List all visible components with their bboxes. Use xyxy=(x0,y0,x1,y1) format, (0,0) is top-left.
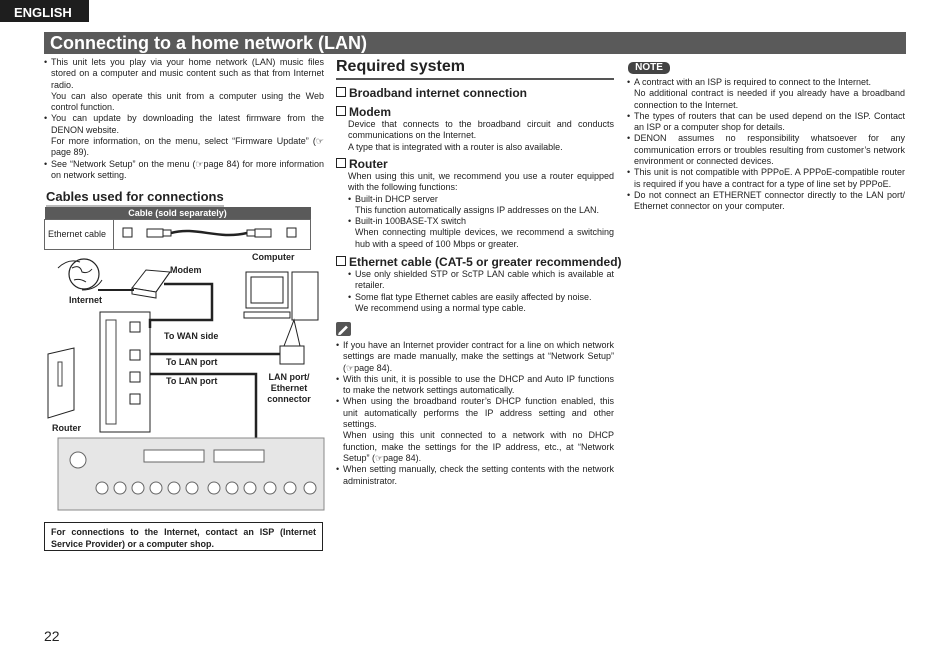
page-number: 22 xyxy=(44,628,60,644)
checkbox-icon xyxy=(336,87,346,97)
label-lan-port: LAN port/ Ethernet connector xyxy=(267,372,311,404)
modem-heading xyxy=(336,105,391,119)
modem-desc: Device that connects to the broadband circuit and conducts communications on the Internet. xyxy=(348,119,614,141)
ethernet-title: Ethernet cable (CAT-5 or greater recommended) xyxy=(349,255,622,269)
list-item xyxy=(627,167,905,190)
intro-text-3: See “Network Setup” on the menu (☞page 84) for more information on network setting. xyxy=(51,158,324,180)
memo-item-1: If you have an Internet provider contract for a line on which network settings are made manually, make the settings at “Network Setup” (☞page 84). xyxy=(343,340,614,373)
intro-text-2: You can update by downloading the latest firmware from the DENON website. xyxy=(51,113,324,135)
label-to-lan-1: To LAN port xyxy=(166,357,218,367)
intro-extra-2: For more information, on the menu, select “Firmware Update” (☞page 89). xyxy=(51,136,324,158)
modem-desc-2: A type that is integrated with a router is also available. xyxy=(348,141,563,152)
intro-extra-1: You can also operate this unit from a computer using the Web control function. xyxy=(51,90,324,113)
cables-table-header: Cable (sold separately) xyxy=(45,207,311,220)
label-router: Router xyxy=(52,423,81,433)
receiver-rear-panel xyxy=(58,438,324,510)
memo-item-4: When setting manually, check the setting contents with the network administrator. xyxy=(343,464,614,486)
required-system-heading: Required system xyxy=(336,58,614,80)
label-to-lan-2: To LAN port xyxy=(166,376,218,386)
ethernet-cable-icon xyxy=(117,222,307,244)
computer-icon xyxy=(244,272,318,320)
router-text xyxy=(348,171,614,250)
broadband-title: Broadband internet connection xyxy=(349,86,528,100)
cables-table xyxy=(44,207,311,250)
note-item-1-extra: No additional contract is needed if you already have a broadband connection to the Internet. xyxy=(634,88,905,110)
list-item xyxy=(627,111,905,134)
ethernet-text xyxy=(348,269,614,314)
note-item-3: DENON assumes no responsibility whatsoever for any communication errors or troubles resulting from customer’s network environment or connected devices. xyxy=(634,133,905,167)
memo-item-2: With this unit, it is possible to use the DHCP and Auto IP functions to make the network settings automatically. xyxy=(343,373,614,396)
router-item-2-extra: When connecting multiple devices, we recommend a switching hub with a speed of 100 Mbps or greater. xyxy=(355,227,614,249)
memo-pencil-icon xyxy=(336,322,351,336)
modem-title: Modem xyxy=(349,105,391,119)
router-title: Router xyxy=(349,157,388,171)
note-list xyxy=(627,77,905,213)
list-item xyxy=(44,113,324,158)
router-desc: When using this unit, we recommend you use a router equipped with the following functions: xyxy=(348,171,614,193)
list-item xyxy=(627,190,905,213)
list-item xyxy=(627,133,905,167)
cable-row-label: Ethernet cable xyxy=(45,220,114,250)
checkbox-icon xyxy=(336,158,346,168)
router-item-2: Built-in 100BASE-TX switch xyxy=(355,216,467,227)
router-item-1: Built-in DHCP server xyxy=(355,193,438,204)
modem-text xyxy=(348,119,614,153)
memo-list xyxy=(336,340,614,487)
list-item xyxy=(336,340,614,374)
isp-note: For connections to the Internet, contact an ISP (Internet Service Provider) or a computer shop. xyxy=(44,522,323,551)
cable-illustration xyxy=(114,220,311,250)
internet-globe-icon xyxy=(58,259,102,290)
note-item-5: Do not connect an ETHERNET connector directly to the LAN port/ Ethernet connector on your computer. xyxy=(634,189,905,212)
list-item xyxy=(336,464,614,487)
section-title: Connecting to a home network (LAN) xyxy=(44,32,906,54)
note-item-2: The types of routers that can be used depend on the ISP. Contact an ISP or a computer shop for details. xyxy=(634,110,905,133)
note-item-4: This unit is not compatible with PPPoE. A PPPoE-compatible router is required if you have a contract for a type of line set by PPPoE. xyxy=(634,167,905,189)
list-item xyxy=(348,194,614,217)
list-item xyxy=(44,159,324,182)
list-item xyxy=(627,77,905,111)
label-to-wan: To WAN side xyxy=(164,331,219,341)
router-icon xyxy=(100,312,150,432)
memo-item-3-extra: When using this unit connected to a network with no DHCP function, make the settings for the IP address, etc., at “Network Setup” (☞page 84). xyxy=(343,430,614,463)
label-internet: Internet xyxy=(69,295,103,305)
note-item-1: A contract with an ISP is required to connect to the Internet. xyxy=(634,77,871,87)
label-modem: Modem xyxy=(170,265,202,275)
list-item xyxy=(348,216,614,250)
language-tab: ENGLISH xyxy=(0,0,89,22)
intro-text-1: This unit lets you play via your home network (LAN) music files stored on a computer and music content such as that from Internet radio. xyxy=(51,57,324,90)
list-item xyxy=(336,374,614,397)
checkbox-icon xyxy=(336,106,346,116)
side-device-icon xyxy=(48,348,74,418)
ethernet-item-2: Some flat type Ethernet cables are easily affected by noise. xyxy=(355,291,592,302)
list-item xyxy=(348,269,614,292)
router-item-1-extra: This function automatically assigns IP addresses on the LAN. xyxy=(355,204,599,215)
memo-item-3: When using the broadband router’s DHCP function enabled, this unit automatically performs the IP address setting and other settings. xyxy=(343,396,614,430)
list-item xyxy=(348,292,614,315)
label-computer: Computer xyxy=(252,252,295,262)
ethernet-heading xyxy=(336,255,622,269)
broadband-heading xyxy=(336,86,527,100)
ethernet-item-2-extra: We recommend using a normal type cable. xyxy=(355,302,526,313)
ethernet-item-1: Use only shielded STP or ScTP LAN cable which is available at retailer. xyxy=(355,269,614,291)
list-item xyxy=(336,396,614,464)
cables-heading: Cables used for connections xyxy=(46,189,224,207)
intro-list xyxy=(44,57,324,181)
checkbox-icon xyxy=(336,256,346,266)
list-item xyxy=(44,57,324,113)
note-tag: NOTE xyxy=(628,62,670,74)
router-heading xyxy=(336,157,388,171)
